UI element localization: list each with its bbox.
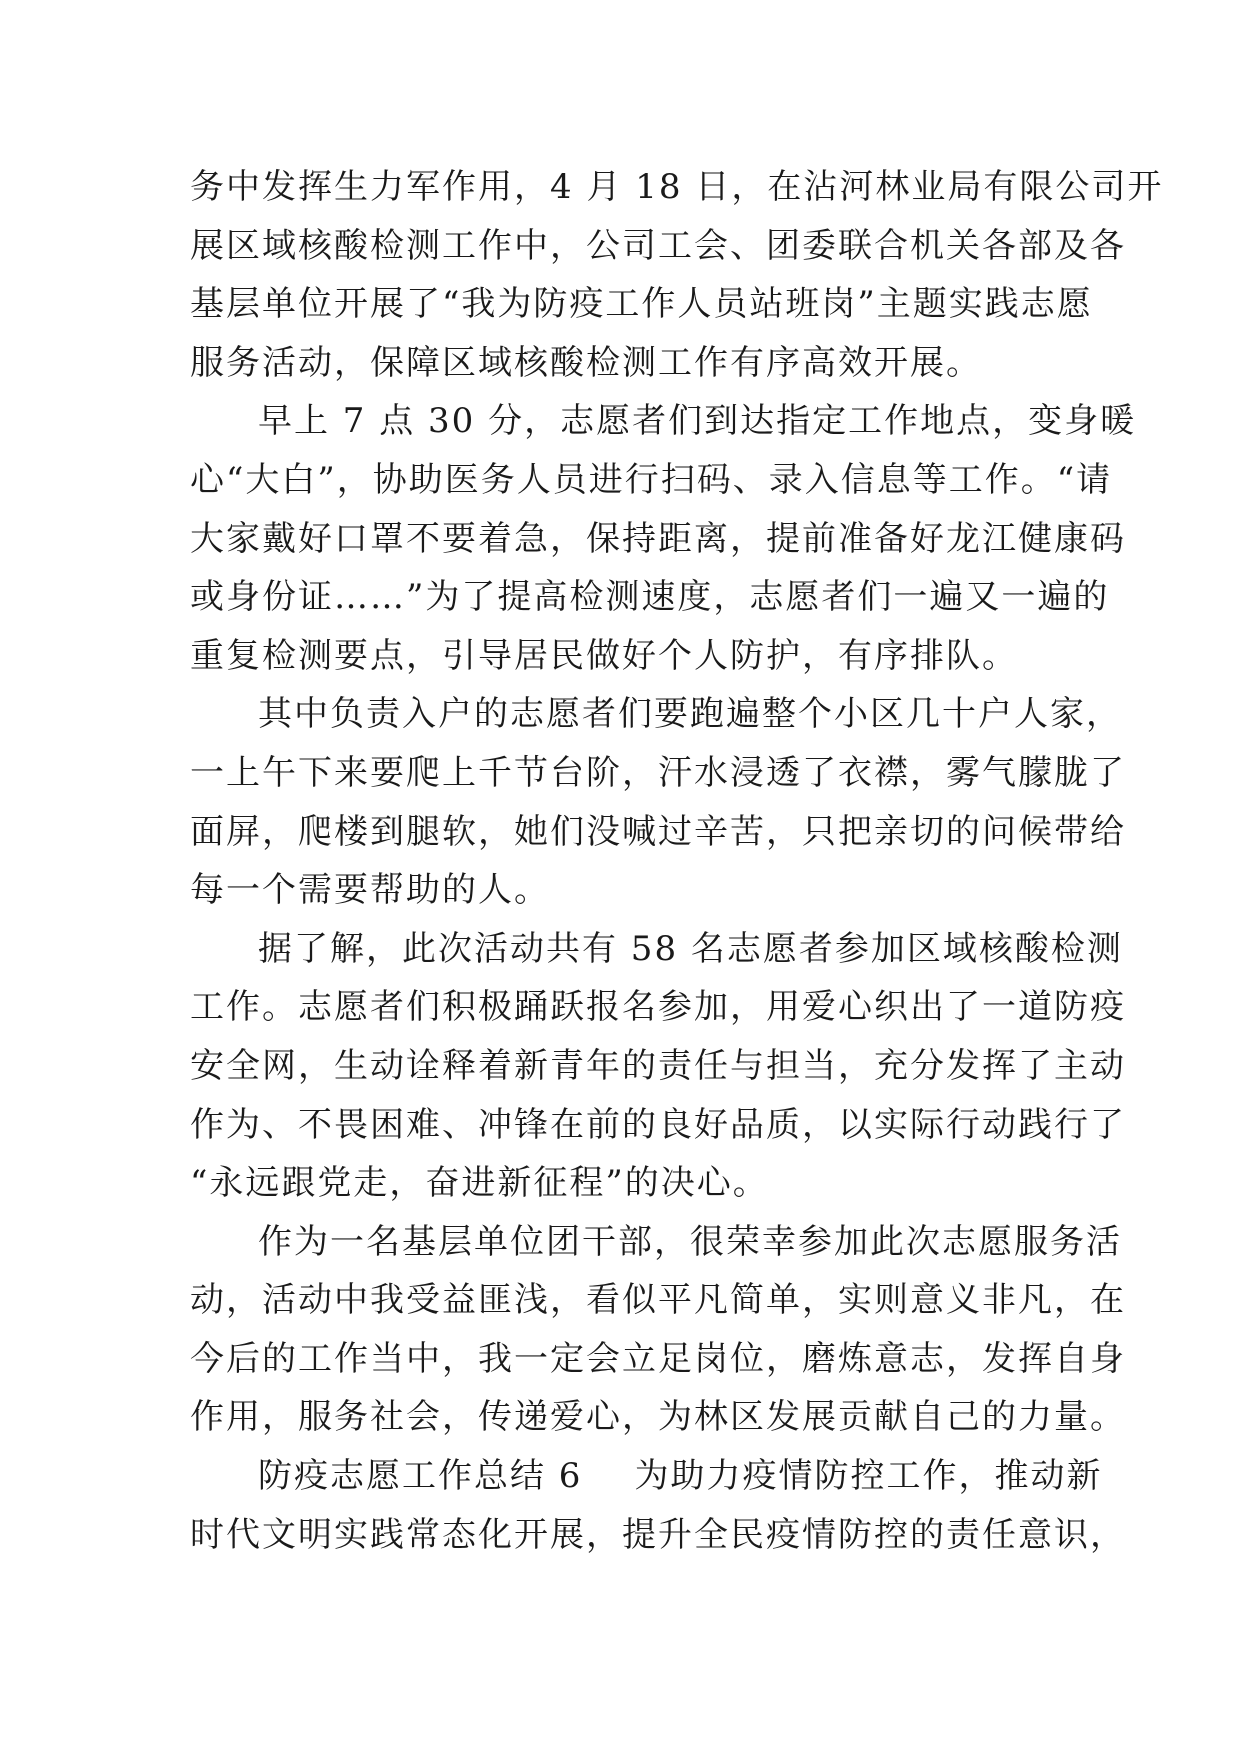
text-line: 基层单位开展了“我为防疫工作人员站班岗”主题实践志愿 <box>190 284 1093 325</box>
text-line: 作用，服务社会，传递爱心，为林区发展贡献自己的力量。 <box>190 1397 1126 1438</box>
text-fragment: 为助力疫情防控工作，推动新 <box>634 1456 1103 1497</box>
paragraph <box>190 392 1137 685</box>
paragraph <box>190 1213 1126 1447</box>
text-line: 大家戴好口罩不要着急，保持距离，提前准备好龙江健康码 <box>190 518 1126 559</box>
text-line: 时代文明实践常态化开展，提升全民疫情防控的责任意识， <box>190 1514 1126 1555</box>
text-line: 重复检测要点，引导居民做好个人防护，有序排队。 <box>190 635 1018 676</box>
text-line: 安全网，生动诠释着新青年的责任与担当，充分发挥了主动 <box>190 1045 1126 1086</box>
text-line: “永远跟党走，奋进新征程”的决心。 <box>190 1163 769 1204</box>
paragraph <box>190 685 1126 919</box>
text-line: 每一个需要帮助的人。 <box>190 870 550 911</box>
text-line: 今后的工作当中，我一定会立足岗位，磨炼意志，发挥自身 <box>190 1338 1126 1379</box>
text-line: 工作。志愿者们积极踊跃报名参加，用爱心织出了一道防疫 <box>190 987 1126 1028</box>
text-line: 动，活动中我受益匪浅，看似平凡简单，实则意义非凡，在 <box>190 1280 1126 1321</box>
text-line: 据了解，此次活动共有 58 名志愿者参加区域核酸检测 <box>258 928 1123 969</box>
text-line: 展区域核酸检测工作中，公司工会、团委联合机关各部及各 <box>190 225 1126 266</box>
text-line <box>190 1447 1103 1506</box>
text-line: 其中负责入户的志愿者们要跑遍整个小区几十户人家， <box>258 694 1122 735</box>
paragraph <box>190 1447 1126 1564</box>
text-line: 作为一名基层单位团干部，很荣幸参加此次志愿服务活 <box>258 1221 1122 1262</box>
section-heading: 防疫志愿工作总结 6 <box>258 1456 583 1497</box>
text-line: 务中发挥生力军作用，4 月 18 日，在沾河林业局有限公司开 <box>190 167 1164 207</box>
text-line: 一上午下来要爬上千节台阶，汗水浸透了衣襟，雾气朦胧了 <box>190 752 1126 793</box>
paragraph <box>190 920 1126 1213</box>
text-line: 或身份证……”为了提高检测速度，志愿者们一遍又一遍的 <box>190 577 1110 618</box>
text-line: 面屏，爬楼到腿软，她们没喊过辛苦，只把亲切的问候带给 <box>190 811 1126 852</box>
text-line: 早上 7 点 30 分，志愿者们到达指定工作地点，变身暖 <box>258 401 1137 442</box>
text-line: 服务活动，保障区域核酸检测工作有序高效开展。 <box>190 342 982 383</box>
text-line: 心“大白”，协助医务人员进行扫码、录入信息等工作。“请 <box>190 459 1113 500</box>
body-text <box>190 158 1164 1564</box>
text-line: 作为、不畏困难、冲锋在前的良好品质，以实际行动践行了 <box>190 1104 1126 1145</box>
paragraph <box>190 158 1164 392</box>
